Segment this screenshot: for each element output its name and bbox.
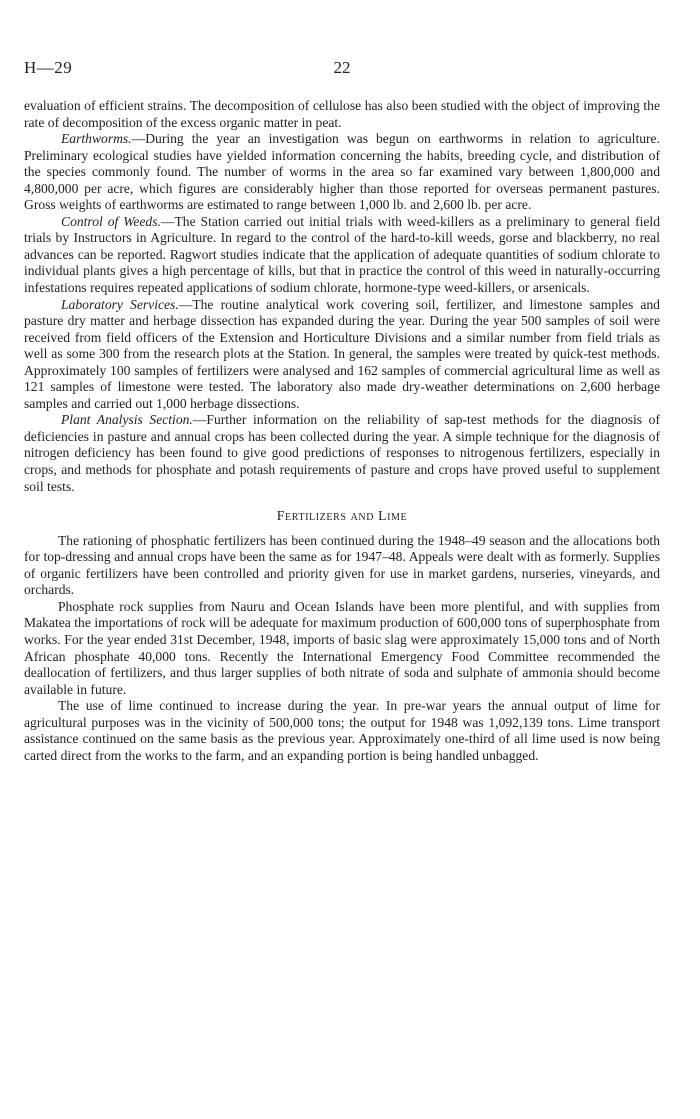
run-in-heading: Control of Weeds. [61,213,161,229]
paragraph-earthworms [24,131,660,214]
run-in-heading: Plant Analysis Section. [61,412,193,428]
paragraph-text: —Further information on the reliability of sap-test methods for the diagnosis of deficiencies in pasture and annual crops has been collected during the year. A simple technique for the diagnosis of nitrogen deficiency has been found to give good predictions of responses to nitrogenous fertilizers, especially in crops, and methods for phosphate and potash requirements of pasture and crops have proved useful to supplement soil tests. [24,412,660,494]
paragraph-control-of-weeds [24,214,660,297]
paragraph-text: —The Station carried out initial trials with weed-killers as a preliminary to general field trials by Instructors in Agriculture. In regard to the control of the hard-to-kill weeds, gorse and blackberry, no real advances can be reported. Ragwort studies indicate that the application of adequate quantities of sodium chlorate to individual plants gives a high percentage of kills, but that in practice the control of this weed in naturally-occurring infestations requires repeated applications of sodium chlorate, hormone-type weed-killers, or arsenicals. [24,213,660,296]
paragraph-text: —During the year an investigation was begun on earthworms in relation to agriculture. Preliminary ecological studies have yielded information concerning the habits, breeding cycle, and distribution of the species commonly found. The number of worms in the area so far examined vary between 1,800,000 and 4,800,000 per acre, which figures are considerably higher than those reported for overseas permanent pastures. Gross weights of earthworms are estimated to range between 1,000 lb. and 2,600 lb. per acre. [24,131,660,213]
paragraph-continuation: evaluation of efficient strains. The decomposition of cellulose has also been studied with the object of improving the rate of decomposition of the excess organic matter in peat. [24,98,660,130]
paragraph-phosphate-rock: Phosphate rock supplies from Nauru and Ocean Islands have been more plentiful, and with supplies from Makatea the importations of rock will be adequate for maximum production of 600,000 tons of superphosphate from works. For the year ended 31st December, 1948, imports of basic slag were approximately 15,000 tons and of North African phosphate 40,000 tons. Recently the International Emergency Food Committee recommended the deallocation of fertilizers, and thus larger supplies of both nitrate of soda and sulphate of ammonia should become available in future. [24,598,660,697]
paragraph-laboratory-services [24,297,660,413]
run-in-heading: Laboratory Services. [61,296,179,312]
paragraph-text: —The routine analytical work covering soil, fertilizer, and limestone samples and pasture dry matter and herbage dissection has expanded during the year. During the year 500 samples of soil were received from field officers of the Extension and Horticulture Divisions and a similar number from field trials as well as some 300 from the research plots at the Station. In general, the samples were treated by quick-test methods. Approximately 100 samples of fertilizers were analysed and 162 samples of commercial agricultural lime as well as 121 samples of limestone were tested. The laboratory also made dry-weather determinations on 2,600 herbage samples and carried out 1,000 herbage dissections. [24,296,660,411]
paragraph-lime-use: The use of lime continued to increase during the year. In pre-war years the annual output of lime for agricultural purposes was in the vicinity of 500,000 tons; the output for 1948 was 1,092,139 tons. Lime transport assistance continued on the same basis as the previous year. Approximately one-third of all lime used is now being carted direct from the works to the farm, and an expanding portion is being handled unbagged. [24,698,660,763]
page-header [24,58,660,80]
run-in-heading: Earthworms. [61,131,132,147]
page-body [24,98,660,764]
section-heading-fertilizers-and-lime: Fertilizers and Lime [276,508,408,524]
paragraph-plant-analysis [24,412,660,495]
page-number: 22 [333,58,351,77]
document-id: H—29 [24,58,73,77]
paragraph-fertilizer-rationing: The rationing of phosphatic fertilizers has been continued during the 1948–49 season and the allocations both for top-dressing and annual crops have been the same as for 1947–48. Appeals were dealt with as formerly. Supplies of organic fertilizers have been controlled and priority given for use in market gardens, nurseries, vineyards, and orchards. [24,532,660,598]
